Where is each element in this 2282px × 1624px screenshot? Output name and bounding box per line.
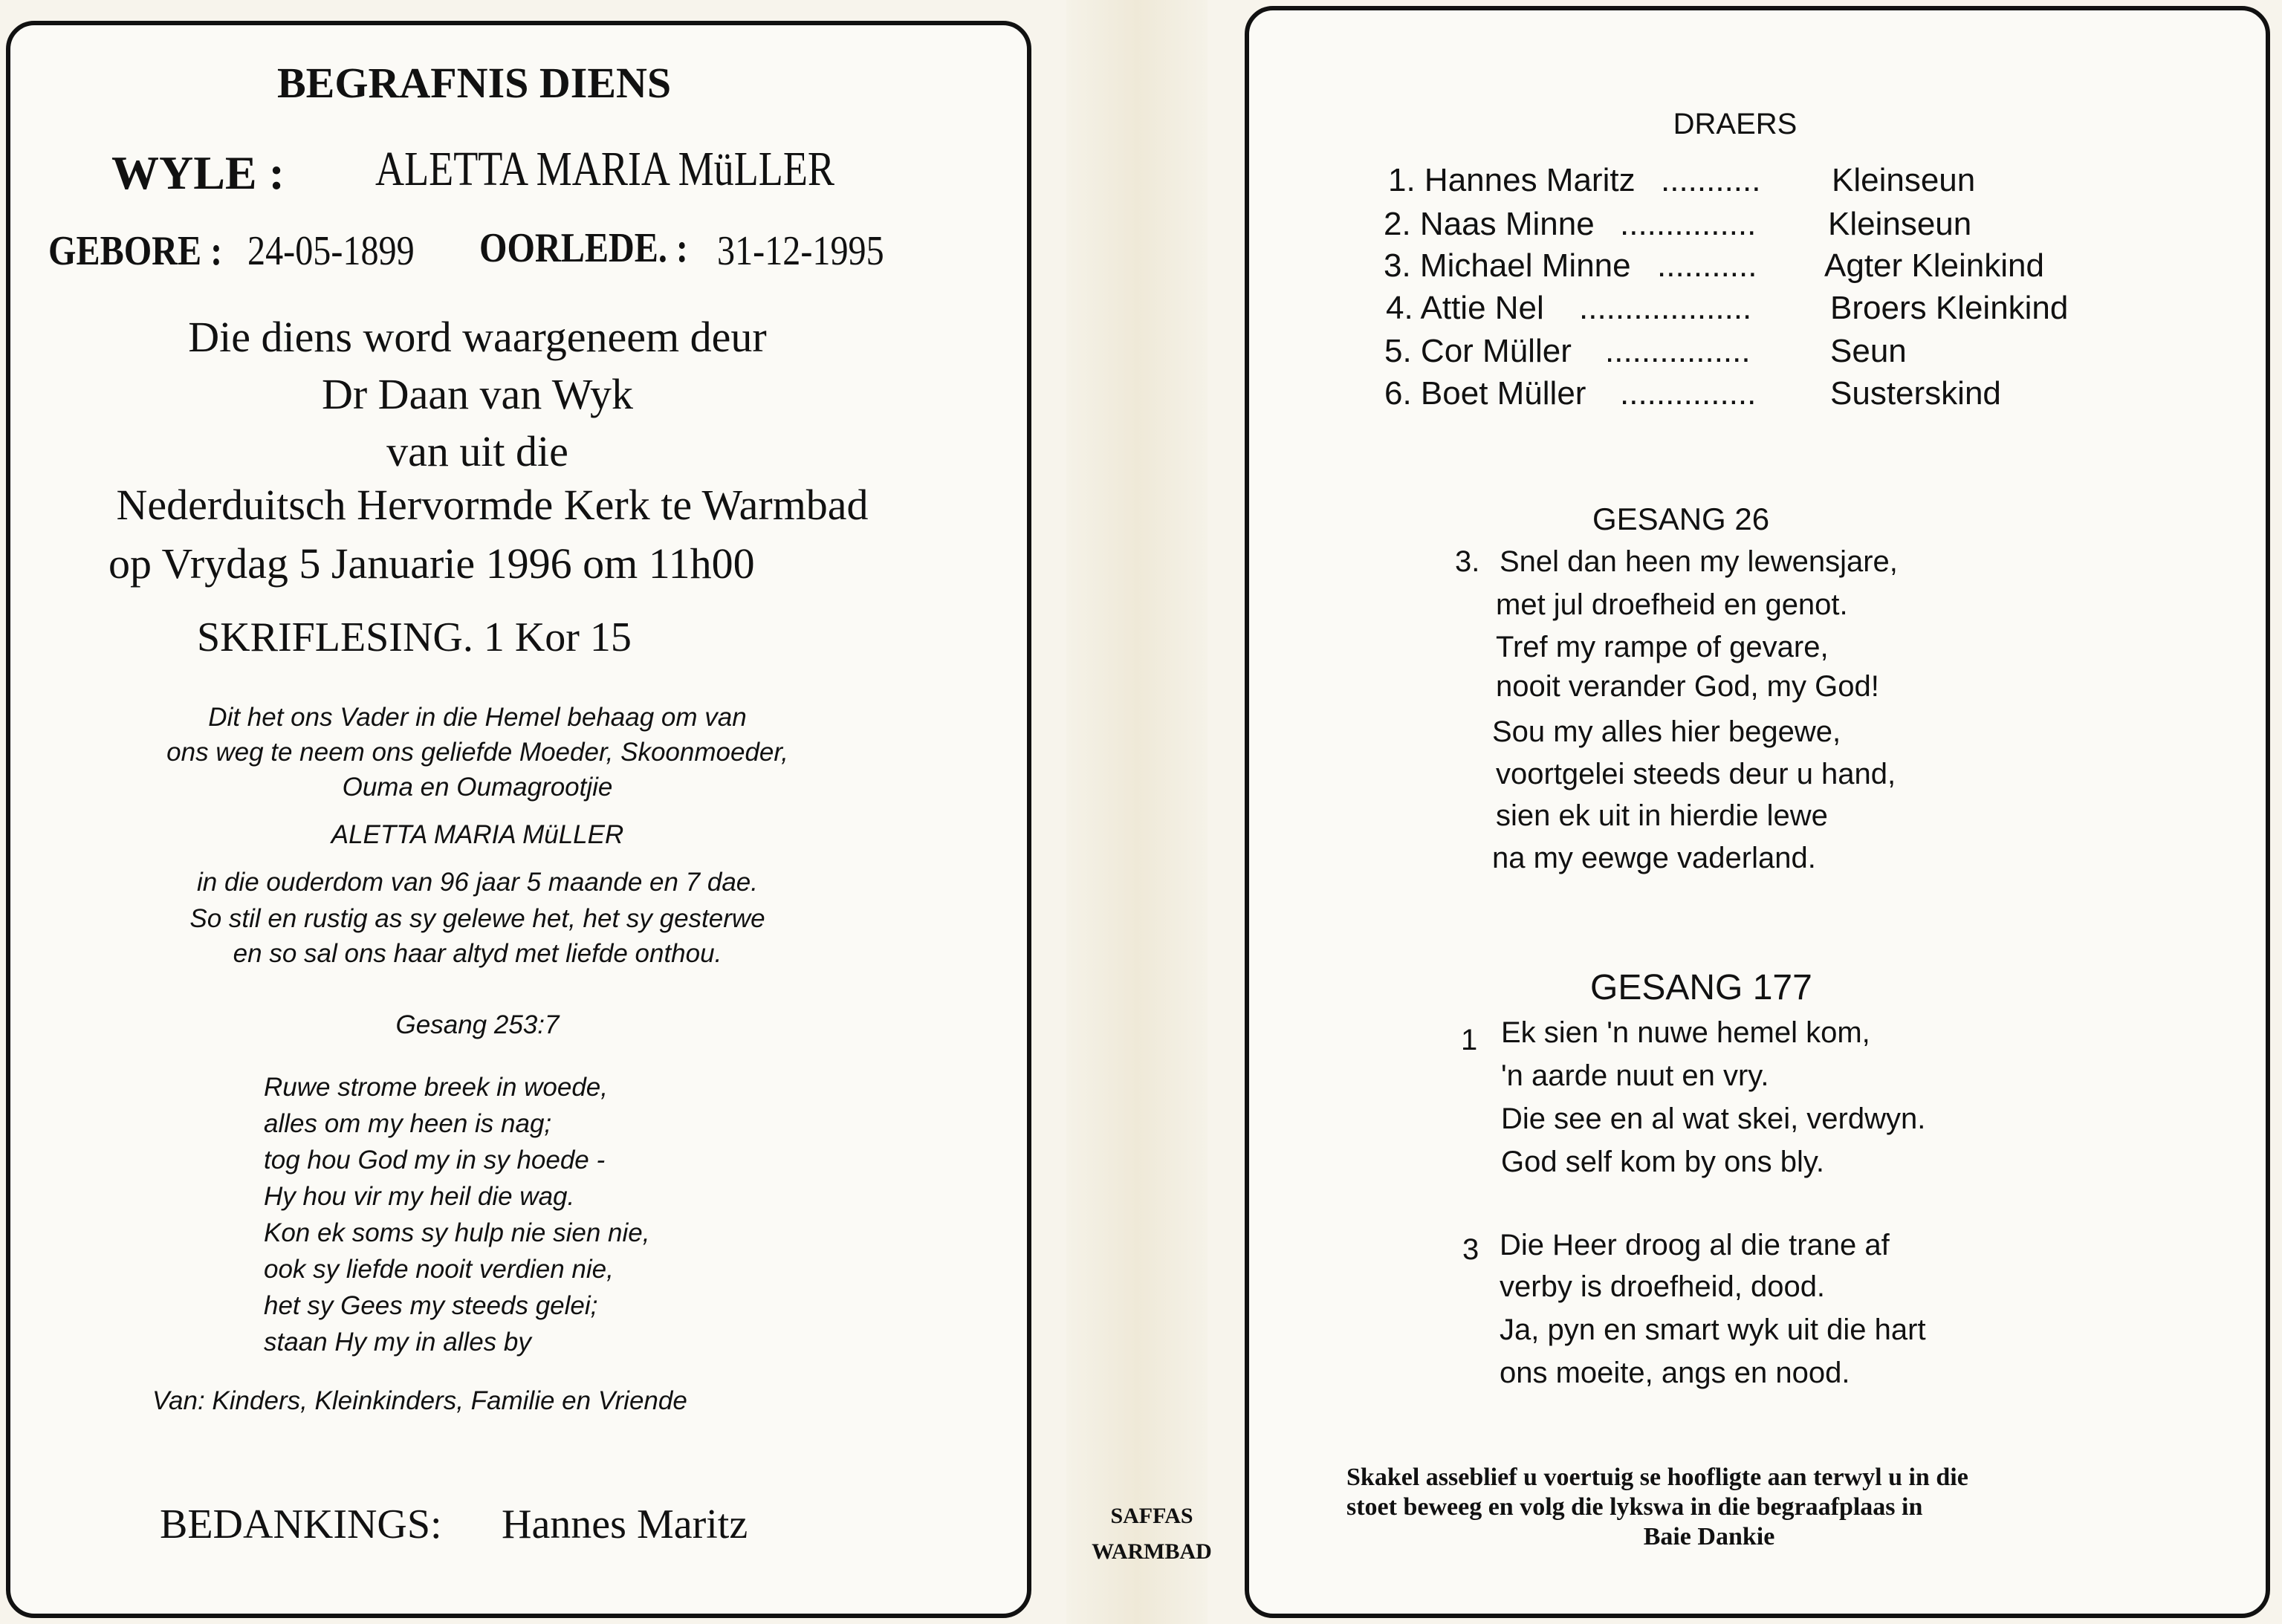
bearer-name: 6. Boet Müller xyxy=(1384,375,1586,412)
gesang-26-title: GESANG 26 xyxy=(1592,501,1770,536)
bearer-dots: ............... xyxy=(1620,375,1757,412)
gesang-177-verse-3-line-3: Ja, pyn en smart wyk uit die hart xyxy=(1500,1313,1926,1346)
bearer-dots: ............... xyxy=(1620,206,1757,242)
deceased-name: ALETTA MARIA MüLLER xyxy=(375,142,835,196)
gesang-177-verse-1-number: 1 xyxy=(1461,1024,1478,1056)
bearer-relation: Agter Kleinkind xyxy=(1824,247,2044,284)
gesang-177-verse-3-line-2: verby is droefheid, dood. xyxy=(1500,1270,1826,1303)
hymn-line-1: Ruwe strome breek in woede, xyxy=(264,1073,608,1102)
footer-line-1: Skakel asseblief u voertuig se hoofligte aan terwyl u in die xyxy=(1346,1464,1968,1491)
bearer-dots: ........... xyxy=(1661,162,1761,198)
hymn-line-7: het sy Gees my steeds gelei; xyxy=(264,1291,598,1320)
deceased-label: WYLE : xyxy=(111,146,285,199)
service-title: BEGRAFNIS DIENS xyxy=(277,59,672,107)
born-label: GEBORE : xyxy=(48,228,223,274)
gesang-177-verse-1-line-1: Ek sien 'n nuwe hemel kom, xyxy=(1501,1016,1870,1049)
scripture-reading: SKRIFLESING. 1 Kor 15 xyxy=(197,614,632,660)
hymn-line-5: Kon ek soms sy hulp nie sien nie, xyxy=(264,1218,650,1247)
bearer-name: 5. Cor Müller xyxy=(1384,333,1572,369)
bearer-name: 2. Naas Minne xyxy=(1384,206,1595,242)
gesang-26-verse-number: 3. xyxy=(1455,545,1480,578)
gesang-177-verse-1-line-4: God self kom by ons bly. xyxy=(1501,1146,1824,1178)
age-line-1: in die ouderdom van 96 jaar 5 maande en 7 dae. xyxy=(197,868,758,897)
gesang-26-line-5: Sou my alles hier begewe, xyxy=(1492,715,1841,748)
died-date: 31-12-1995 xyxy=(717,228,884,274)
printer-line-1: SAFFAS xyxy=(1110,1504,1193,1528)
notice-name: ALETTA MARIA MüLLER xyxy=(331,820,624,849)
bearer-relation: Kleinseun xyxy=(1832,162,1976,198)
printer-line-2: WARMBAD xyxy=(1092,1539,1212,1564)
notice-line-1: Dit het ons Vader in die Hemel behaag om van xyxy=(208,703,747,732)
bearer-relation: Seun xyxy=(1830,333,1907,369)
gesang-177-verse-3-line-1: Die Heer droog al die trane af xyxy=(1500,1229,1890,1261)
service-line-2: Dr Daan van Wyk xyxy=(321,370,634,418)
service-line-5: op Vrydag 5 Januarie 1996 om 11h00 xyxy=(108,539,755,588)
notice-line-2: ons weg te neem ons geliefde Moeder, Skoonmoeder, xyxy=(166,738,788,767)
bearer-relation: Kleinseun xyxy=(1828,206,1972,242)
hymn-title: Gesang 253:7 xyxy=(395,1010,560,1039)
gesang-26-line-4: nooit verander God, my God! xyxy=(1496,670,1879,703)
gesang-177-verse-3-number: 3 xyxy=(1462,1233,1479,1266)
gesang-177-title: GESANG 177 xyxy=(1590,968,1812,1007)
center-fold xyxy=(1066,0,1208,1624)
bearer-dots: ........... xyxy=(1657,247,1757,284)
gesang-26-line-6: voortgelei steeds deur u hand, xyxy=(1496,758,1896,790)
hymn-line-8: staan Hy my in alles by xyxy=(264,1328,531,1357)
gesang-177-verse-1-line-3: Die see en al wat skei, verdwyn. xyxy=(1501,1102,1926,1135)
bearers-title: DRAERS xyxy=(1673,108,1798,140)
hymn-line-3: tog hou God my in sy hoede - xyxy=(264,1146,606,1175)
bearer-name: 3. Michael Minne xyxy=(1384,247,1631,284)
bearer-name: 1. Hannes Maritz xyxy=(1388,162,1636,198)
service-line-3: van uit die xyxy=(386,427,568,475)
hymn-line-4: Hy hou vir my heil die wag. xyxy=(264,1182,575,1211)
gesang-26-line-1: Snel dan heen my lewensjare, xyxy=(1500,545,1898,578)
notice-line-3: Ouma en Oumagrootjie xyxy=(342,773,613,802)
bearer-relation: Susterskind xyxy=(1830,375,2001,412)
bearer-dots: ................... xyxy=(1579,290,1752,326)
thanks-name: Hannes Maritz xyxy=(502,1501,748,1547)
died-label: OORLEDE. : xyxy=(479,225,688,271)
service-line-1: Die diens word waargeneem deur xyxy=(188,313,767,361)
bearer-relation: Broers Kleinkind xyxy=(1830,290,2069,326)
gesang-26-line-8: na my eewge vaderland. xyxy=(1492,842,1816,874)
thanks-label: BEDANKINGS: xyxy=(160,1501,442,1547)
footer-thanks: Baie Dankie xyxy=(1643,1523,1775,1550)
gesang-26-line-3: Tref my rampe of gevare, xyxy=(1496,631,1829,663)
hymn-line-2: alles om my heen is nag; xyxy=(264,1109,552,1138)
from-line: Van: Kinders, Kleinkinders, Familie en Vriende xyxy=(152,1386,687,1415)
gesang-26-line-2: met jul droefheid en genot. xyxy=(1496,588,1848,621)
bearer-name: 4. Attie Nel xyxy=(1386,290,1544,326)
age-line-3: en so sal ons haar altyd met liefde onthou. xyxy=(233,939,722,968)
age-line-2: So stil en rustig as sy gelewe het, het sy gesterwe xyxy=(189,904,765,933)
footer-line-2: stoet beweeg en volg die lykswa in die begraafplaas in xyxy=(1346,1493,1923,1521)
gesang-177-verse-3-line-4: ons moeite, angs en nood. xyxy=(1500,1357,1850,1389)
hymn-line-6: ook sy liefde nooit verdien nie, xyxy=(264,1255,614,1284)
service-line-4: Nederduitsch Hervormde Kerk te Warmbad xyxy=(116,481,869,529)
gesang-177-verse-1-line-2: 'n aarde nuut en vry. xyxy=(1501,1059,1769,1092)
bearer-dots: ................ xyxy=(1605,333,1751,369)
gesang-26-line-7: sien ek uit in hierdie lewe xyxy=(1496,799,1828,832)
born-date: 24-05-1899 xyxy=(247,228,415,274)
